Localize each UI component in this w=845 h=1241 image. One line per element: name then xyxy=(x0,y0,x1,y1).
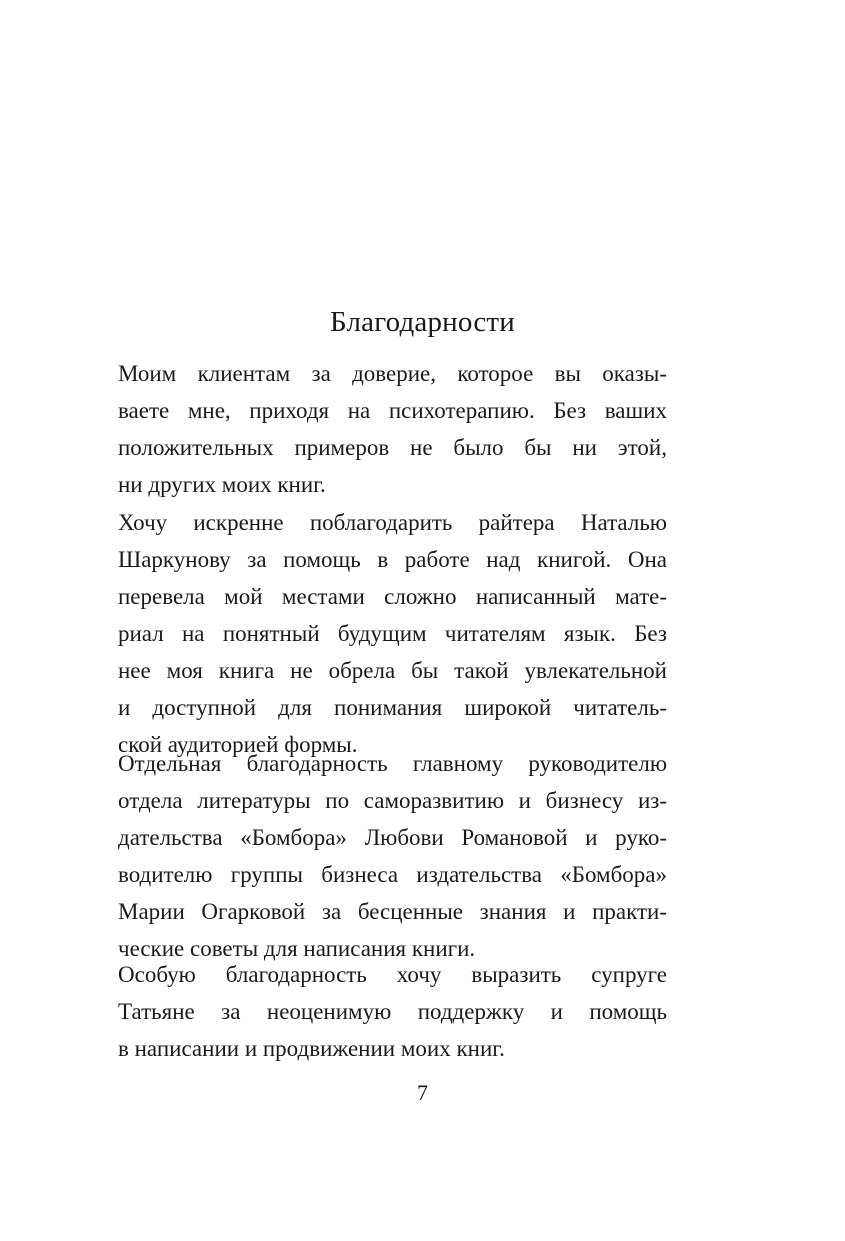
page-number: 7 xyxy=(417,1080,428,1105)
text-line: ческие советы для написания книги. xyxy=(118,936,476,961)
text-line: водителю группы бизнеса издательства «Бомбора» xyxy=(118,862,667,887)
text-line: дательства «Бомбора» Любови Романовой и руко- xyxy=(118,825,667,850)
text-line: Шаркунову за помощь в работе над книгой. Она xyxy=(118,547,667,572)
text-line: в написании и продвижении моих книг. xyxy=(118,1036,505,1061)
text-line: и доступной для понимания широкой читатель- xyxy=(118,695,667,720)
text-line: риал на понятный будущим читателям язык. Без xyxy=(118,621,667,646)
text-line: нее моя книга не обрела бы такой увлекательной xyxy=(118,658,667,683)
text-line: Отдельная благодарность главному руководителю xyxy=(118,751,667,776)
text-line: ской аудиторией формы. xyxy=(118,732,358,757)
text-line: Татьяне за неоценимую поддержку и помощь xyxy=(118,999,667,1024)
paragraph-spouse xyxy=(118,956,667,1067)
text-line: Хочу искренне поблагодарить райтера Наталью xyxy=(118,510,667,535)
paragraph-publisher xyxy=(118,745,667,967)
text-line: Марии Огарковой за бесценные знания и практи- xyxy=(118,899,667,924)
text-line: Моим клиентам за доверие, которое вы оказы- xyxy=(118,361,667,386)
text-line: Особую благодарность хочу выразить супруге xyxy=(118,962,667,987)
text-line: ни других моих книг. xyxy=(118,472,326,497)
text-line: положительных примеров не было бы ни этой, xyxy=(118,435,667,460)
paragraph-writer xyxy=(118,504,667,763)
text-line: отдела литературы по саморазвитию и бизнесу из- xyxy=(118,788,667,813)
paragraph-clients xyxy=(118,355,667,503)
page-heading: Благодарности xyxy=(330,306,515,338)
text-line: ваете мне, приходя на психотерапию. Без ваших xyxy=(118,398,667,423)
text-line: перевела мой местами сложно написанный мате- xyxy=(118,584,667,609)
